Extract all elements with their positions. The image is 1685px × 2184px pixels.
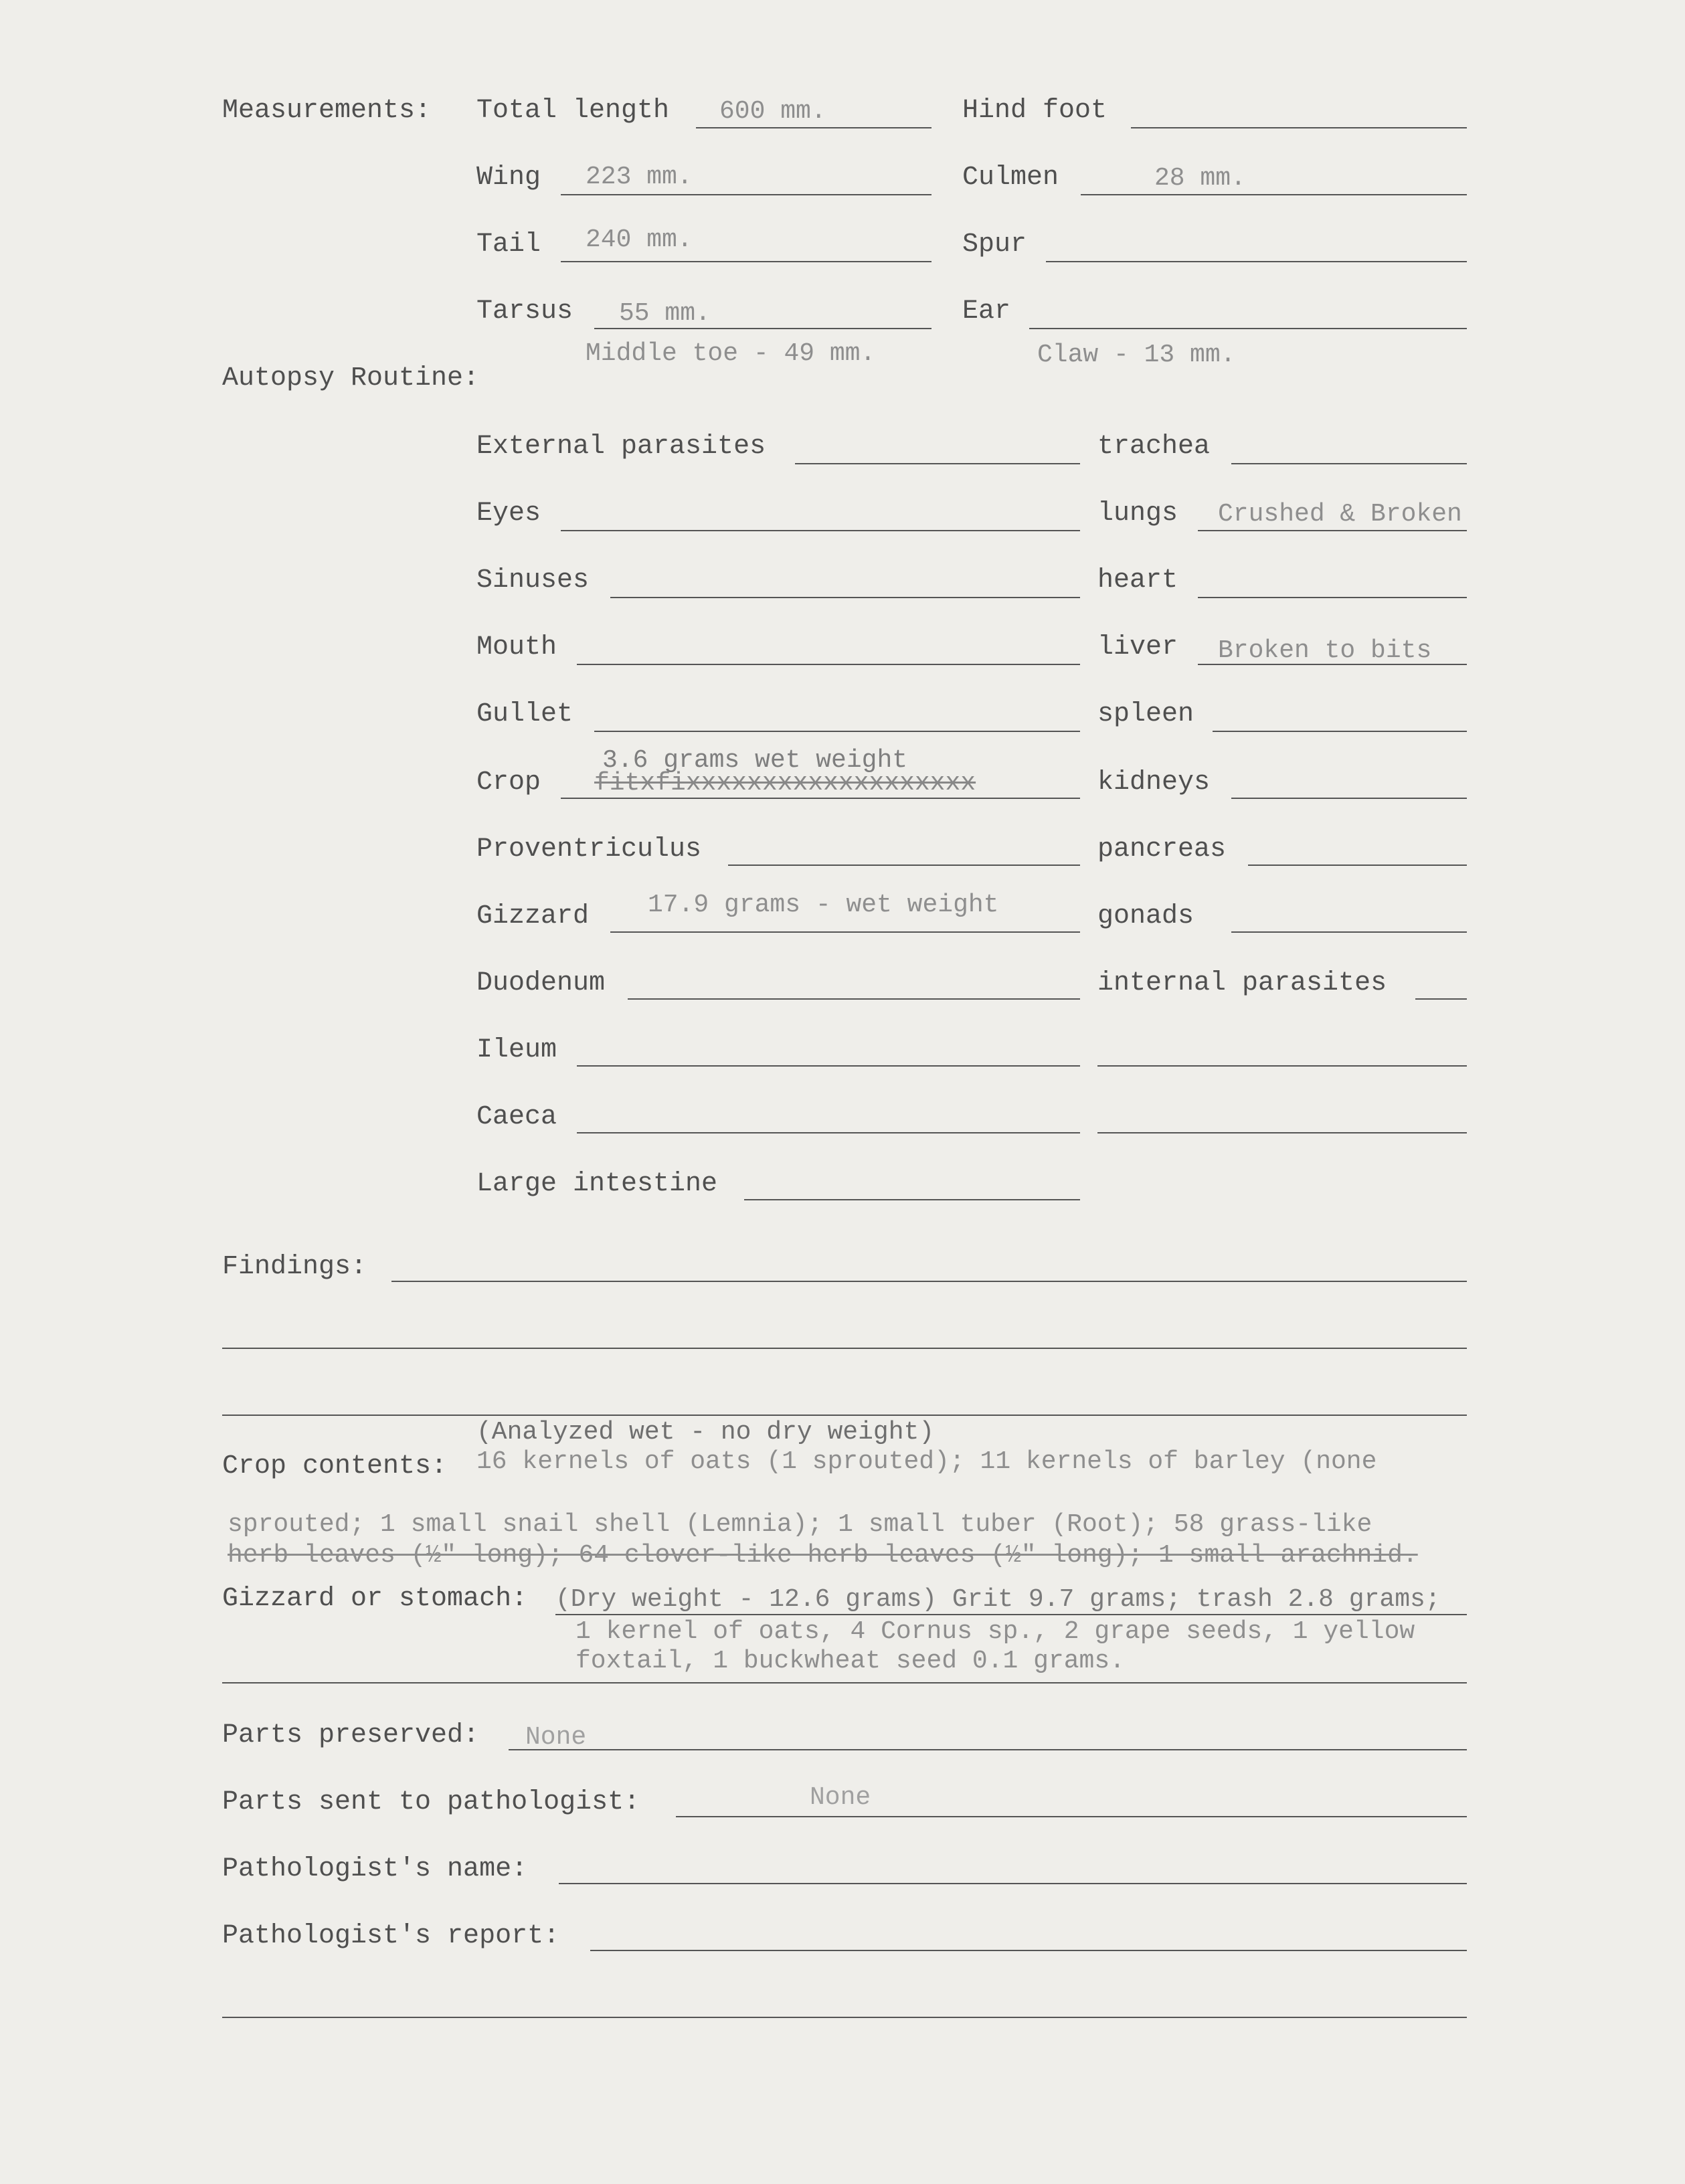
hind-foot-line [1131,127,1467,128]
findings-line-1 [391,1281,1467,1282]
large-intestine-line [744,1199,1080,1200]
findings-line-2 [222,1348,1467,1349]
spleen-label: spleen [1097,699,1194,729]
tarsus-value: 55 mm. [619,299,711,328]
duodenum-label: Duodenum [476,968,606,998]
gizzard-contents-line-3: foxtail, 1 buckwheat seed 0.1 grams. [575,1647,1125,1675]
lungs-line [1198,530,1467,531]
gonads-label: gonads [1097,901,1194,931]
heart-line [1198,597,1467,598]
caeca-label: Caeca [476,1102,557,1132]
crop-line [561,798,1080,799]
culmen-line [1081,194,1467,195]
crop-contents-note: (Analyzed wet - no dry weight) [476,1418,935,1447]
parts-sent-label: Parts sent to pathologist: [222,1787,640,1817]
trachea-label: trachea [1097,432,1211,462]
wing-line [561,194,932,195]
gizzard-contents-underline [555,1614,1467,1615]
caeca-line [577,1132,1080,1133]
gizzard-contents-label: Gizzard or stomach: [222,1584,528,1614]
internal-parasites-line [1415,998,1467,1000]
parts-sent-value: None [810,1783,871,1812]
culmen-value: 28 mm. [1154,164,1246,193]
tail-value: 240 mm. [586,225,693,254]
wing-value: 223 mm. [586,163,693,191]
culmen-label: Culmen [962,163,1059,193]
spur-line [1046,261,1467,262]
spur-label: Spur [962,230,1027,260]
crop-contents-label: Crop contents: [222,1451,448,1481]
gizzard-contents-line-end [222,1682,1467,1683]
spleen-line [1213,731,1467,732]
parts-preserved-line [509,1749,1467,1750]
parts-sent-line [676,1816,1467,1817]
claw-note: Claw - 13 mm. [1037,341,1236,369]
total-length-line [696,127,932,128]
gizzard-contents-line-2: 1 kernel of oats, 4 Cornus sp., 2 grape seeds, 1 yellow [575,1617,1415,1646]
large-intestine-label: Large intestine [476,1169,718,1199]
parts-preserved-label: Parts preserved: [222,1720,480,1750]
kidneys-label: kidneys [1097,767,1211,798]
crop-value: 3.6 grams wet weight [602,746,908,775]
pancreas-label: pancreas [1097,834,1227,864]
internal-parasites-label: internal parasites [1097,968,1387,998]
pathologist-report-line [590,1950,1467,1951]
measurements-heading: Measurements: [222,96,432,126]
external-parasites-line [795,463,1080,464]
gizzard-label: Gizzard [476,901,590,931]
tarsus-label: Tarsus [476,296,573,327]
proventriculus-label: Proventriculus [476,834,702,864]
findings-line-3 [222,1415,1467,1416]
crop-contents-line-3: herb leaves (½" long); 64 clover-like herb leaves (½" long); 1 small arachnid. [228,1541,1418,1570]
liver-line [1198,664,1467,665]
eyes-line [561,530,1080,531]
findings-label: Findings: [222,1252,367,1282]
crop-label: Crop [476,767,541,798]
pathologist-report-line-2 [222,2017,1467,2018]
parts-preserved-value: None [525,1723,587,1752]
crop-struck-text: fitxfixxxxxxxxxxxxxxxxxxx [594,769,976,798]
wing-label: Wing [476,163,541,193]
trachea-line [1231,463,1467,464]
pathologist-name-line [559,1883,1467,1884]
total-length-value: 600 mm. [719,97,826,126]
caeca-right-line [1097,1132,1467,1133]
tarsus-line [594,328,932,329]
gizzard-contents-line-1: (Dry weight - 12.6 grams) Grit 9.7 grams; trash 2.8 grams; [555,1585,1441,1614]
gizzard-line [610,931,1080,933]
pathologist-name-label: Pathologist's name: [222,1854,528,1884]
gullet-label: Gullet [476,699,573,729]
eyes-label: Eyes [476,498,541,529]
pancreas-line [1248,864,1467,866]
sinuses-label: Sinuses [476,565,590,596]
gullet-line [594,731,1080,732]
total-length-label: Total length [476,96,670,126]
liver-label: liver [1097,632,1178,662]
duodenum-line [628,998,1080,1000]
ear-label: Ear [962,296,1011,327]
mouth-line [577,664,1080,665]
mouth-label: Mouth [476,632,557,662]
liver-value: Broken to bits [1218,636,1432,665]
tail-line [561,261,932,262]
external-parasites-label: External parasites [476,432,766,462]
autopsy-heading: Autopsy Routine: [222,363,480,393]
heart-label: heart [1097,565,1178,596]
middle-toe-note: Middle toe - 49 mm. [586,339,876,368]
pathologist-report-label: Pathologist's report: [222,1921,560,1951]
sinuses-line [610,597,1080,598]
gonads-line [1231,931,1467,933]
ear-line [1029,328,1467,329]
gizzard-value: 17.9 grams - wet weight [648,891,999,919]
hind-foot-label: Hind foot [962,96,1107,126]
ileum-right-line [1097,1065,1467,1067]
kidneys-line [1231,798,1467,799]
lungs-label: lungs [1097,498,1178,529]
ileum-label: Ileum [476,1035,557,1065]
tail-label: Tail [476,230,541,260]
ileum-line [577,1065,1080,1067]
lungs-value: Crushed & Broken [1218,500,1462,529]
crop-contents-line-2: sprouted; 1 small snail shell (Lemnia); 1 small tuber (Root); 58 grass-like [228,1510,1372,1539]
crop-contents-line-1: 16 kernels of oats (1 sprouted); 11 kernels of barley (none [476,1447,1377,1476]
proventriculus-line [728,864,1080,866]
